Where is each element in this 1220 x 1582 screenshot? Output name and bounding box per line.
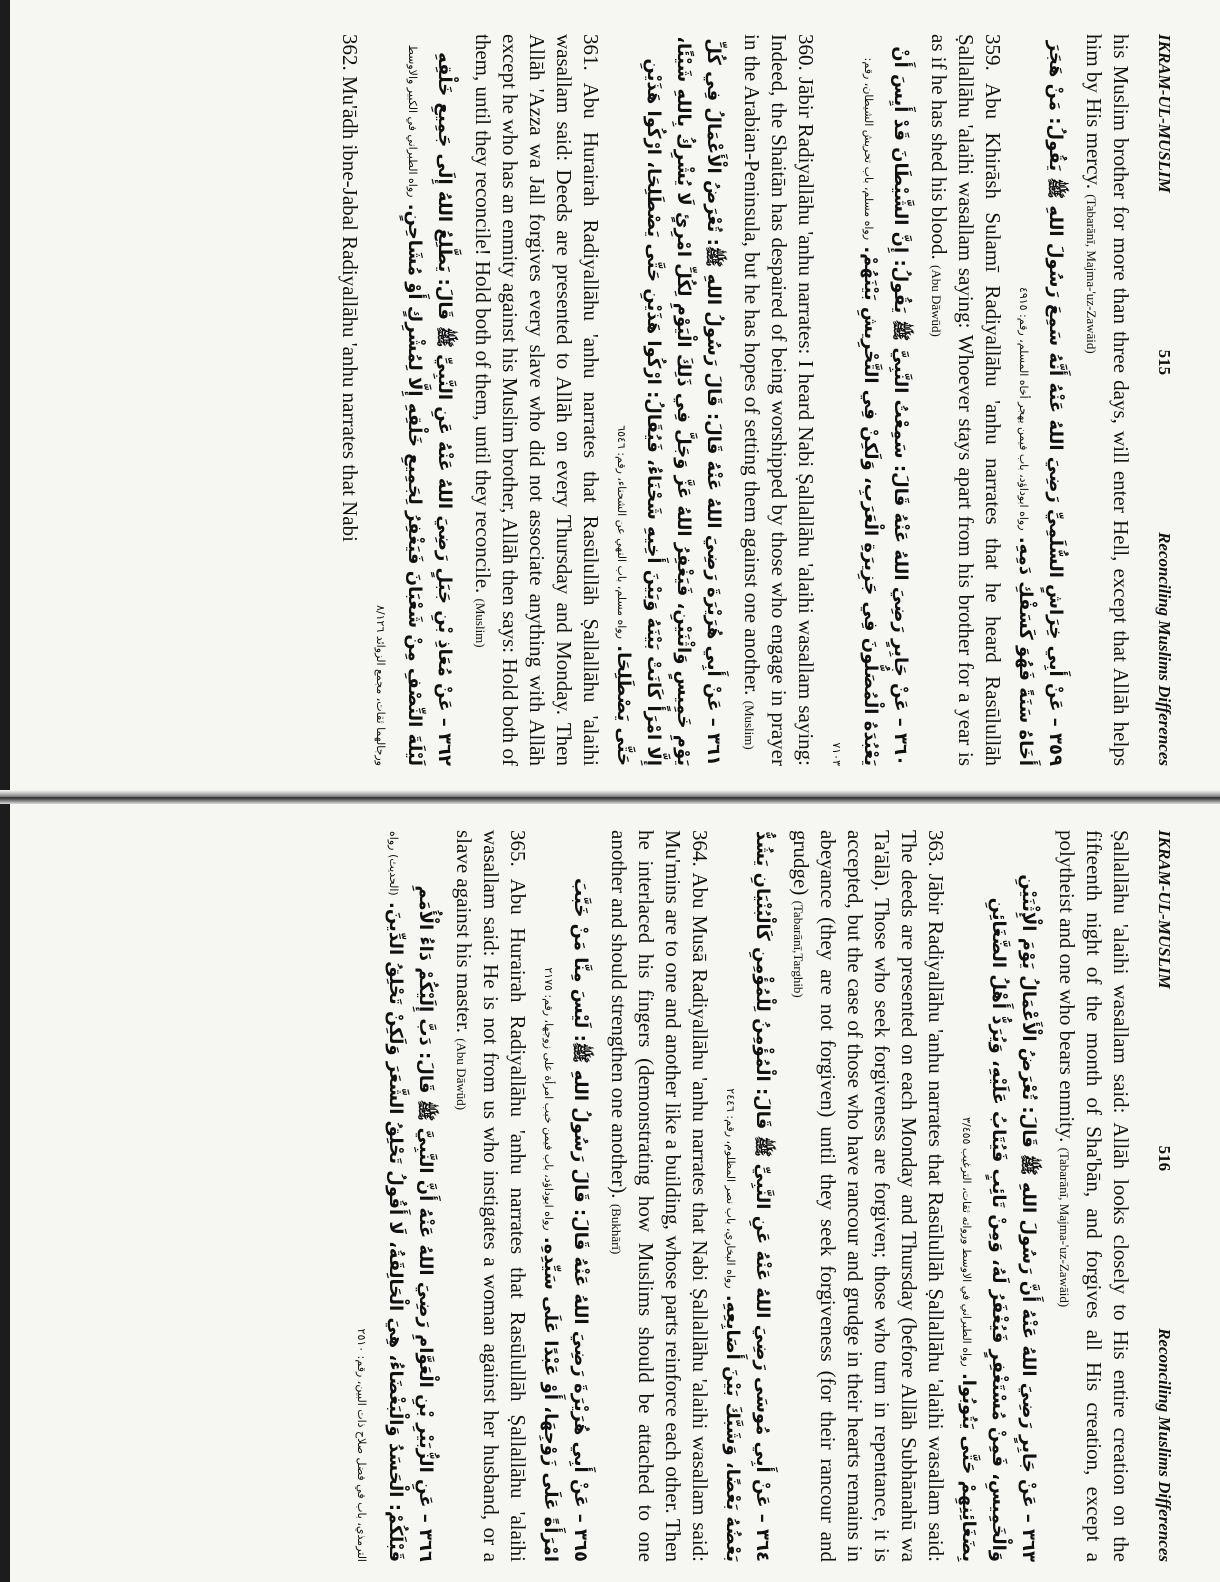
hadith-361-arabic: ٣٦١ – عَنْ أَبِي هُرَيْرَةَ رَضِيَ اللهُ عَنْهُ قَالَ: قَالَ رَسُولُ اللهِ ﷺ: تُعْرَضُ الْأَعْمَالُ فِي كُلِّ يَوْمِ خَمِيسٍ وَاثْنَيْنِ، فَيَغْفِرُ اللهُ عَزَّ وَجَلَّ فِي ذَلِكَ الْيَوْمِ لِكُلِّ امْرِئٍ لَا يُشْرِكُ بِاللهِ شَيْئًا، إِلَّا امْرَأً كَانَتْ بَيْنَهُ وَبَيْنَ أَخِيهِ شَحْنَاءُ، فَيُقَالُ: ارْكُوا هَذَيْنِ حَتَّى يَصْطَلِحَا، ارْكُوا هَذَيْنِ حَتَّى يَصْطَلِحَا. رواه مسلم، باب النهي عن الشحناء، رقم: ٦٥٤٦: [613, 36, 724, 766]
hadith-365-english: 365. Abu Hurairah Radiyallāhu 'anhu narrates that Rasūlullāh Ṣallallāhu 'alaihi wasallam said: He is not from us who instigates a woman against her husband, or a slave against his master. (Abu Dāwūd): [452, 830, 530, 1562]
page-515-column: [40, 30, 1180, 770]
hadith-363-arabic: ٣٦٣ – عَنْ جَابِرٍ رَضِيَ اللهُ عَنْهُ أَنَّ رَسُولَ اللهِ ﷺ قَالَ: تُعْرَضُ الْأَعْمَالُ يَوْمَ الْإِثْنَيْنِ وَالْخَمِيسِ، فَمِنْ مُسْتَغْفِرٍ فَيُغْفَرُ لَهُ، وَمِنْ تَائِبٍ فَيُتَابُ عَلَيْهِ، وَيُرَدُّ أَهْلُ الضَّغَائِنِ بِضَغَائِنِهِمْ حَتَّى يَتُوبُوا. رواه الطبراني في الاوسط ورواته ثقات، الترغيب ٣/٤٥٥: [958, 874, 1039, 1562]
hadith-citation: (Abu Dāwūd): [929, 264, 944, 337]
hadith-360-arabic: ٣٦٠ – عَنْ جَابِرٍ رَضِيَ اللهُ عَنْهُ قَالَ: سَمِعْتُ النَّبِيَّ ﷺ يَقُولُ: إِنَّ الشَّيْطَانَ قَدْ أَيِسَ أَنْ يَعْبُدَهُ الْمُصَلُّونَ فِي جَزِيرَةِ الْعَرَبِ، وَلَكِنْ فِي التَّحْرِيشِ بَيْنَهُمْ. رواه مسلم، باب تحريش الشيطان، رقم: ٧١٠٣: [830, 46, 911, 766]
arabic-source: رواه الطبراني في الاوسط ورواته ثقات، الترغيب ٣/٤٥٥: [960, 1117, 973, 1367]
hadith-citation: (Tabarānī, Majma-'uz-Zawāid): [1057, 1147, 1072, 1308]
book-title: IKRAM-UL-MUSLIM: [1155, 34, 1174, 193]
page-number: 515: [1155, 349, 1174, 376]
hadith-364-arabic: ٣٦٤ – عَنْ أَبِي مُوسَى رَضِيَ اللهُ عَنْهُ عَنِ النَّبِيِّ ﷺ قَالَ: الْمُؤْمِنُ لِلْمُؤْمِنِ كَالْبُنْيَانِ يَشُدُّ بَعْضُهُ بَعْضًا، وَشَبَّكَ بَيْنَ أَصَابِعِهِ. رواه البخاري، باب نصر المظلوم، رقم: ٢٤٤٦: [722, 830, 773, 1562]
hadith-359-arabic: ٣٥٩ – عَنْ أَبِي خِرَاشٍ السُّلَمِيِّ رَضِيَ اللهُ عَنْهُ أَنَّهُ سَمِعَ رَسُولَ اللهِ ﷺ يَقُولُ: مَنْ هَجَرَ أَخَاهُ سَنَةً فَهُوَ كَسَفْكِ دَمِهِ. رواه ابوداؤد، باب فيمن يهجر أخاه المسلم، رقم: ٤٩١٥: [1015, 40, 1066, 766]
hadith-359-english: 359. Abu Khirāsh Sulamī Radiyallāhu 'anhu narrates that he heard Rasūlullāh Ṣallallāhu 'alaihi wasallam saying: Whoever stays apart from his brother for a year is as if he has shed his blood. (Abu Dāwūd): [927, 34, 1005, 766]
hadith-citation: (Muslim): [742, 700, 757, 750]
running-header: [1154, 830, 1174, 1562]
hadith-360-english: 360. Jābir Radiyallāhu 'anhu narrates: I heard Nabi Ṣallallāhu 'alaihi wasallam saying: Indeed, the Shaitān has despaired of being worshipped by those who engage in prayer in the Arabian-Peninsula, but he has hopes of setting them against one another. (Muslim): [740, 34, 818, 766]
arabic-source: رواه ابوداؤد، باب فيمن يهجر أخاه المسلم، رقم: ٤٩١٥: [1017, 286, 1030, 531]
hadith-continuation: his Muslim brother for more than three days, will enter Hell, except that Allāh helps him by His mercy. (Tabarānī, Majma-'uz-Zawāid): [1082, 34, 1133, 766]
chapter-title: Reconciling Muslims Differences: [1155, 1328, 1174, 1562]
arabic-source: رواه ابوداؤد، باب فيمن خبب امرأة على زوجها، رقم: ٢١٧٥: [542, 967, 555, 1231]
hadith-citation: (Abu Dāwūd): [454, 1038, 469, 1111]
running-header: [1154, 34, 1174, 766]
hadith-365-arabic: ٣٦٥ – عَنْ أَبِي هُرَيْرَةَ رَضِيَ اللهُ عَنْهُ قَالَ: قَالَ رَسُولُ اللهِ ﷺ: لَيْسَ مِنَّا مَنْ خَبَّبَ امْرَأَةً عَلَى زَوْجِهَا، أَوْ عَبْدًا عَلَى سَيِّدِهِ. رواه ابوداؤد، باب فيمن خبب امرأة على زوجها، رقم: ٢١٧٥: [540, 878, 591, 1562]
hadith-366-arabic: ٣٦٦ – عَنِ الزُّبَيْرِ بْنِ الْعَوَّامِ رَضِيَ اللهُ عَنْهُ أَنَّ النَّبِيَّ ﷺ قَالَ: دَبَّ إِلَيْكُمْ دَاءُ الْأُمَمِ قَبْلَكُمْ: الْحَسَدُ وَالْبَغْضَاءُ، هِيَ الْحَالِقَةُ، لَا أَقُولُ تَحْلِقُ الشَّعَرَ وَلَكِنْ تَحْلِقُ الدِّينَ. (الحديث) رواه الترمذي، باب في فضل صلاح ذات البين، رقم: ٢٥١٠: [355, 831, 436, 1562]
hadith-364-english: 364. Abu Musā Radiyallāhu 'anhu narrates that Nabi Ṣallallāhu 'alaihi wasallam said: Mu'mins are to one and another like a building, whose parts reinforce each other. Then he interlaced his fingers (demonstrating how Muslims should be attached to one another and should strengthen one another). (Bukhārī): [607, 830, 712, 1562]
hadith-362-arabic: ٣٦٢ – عَنْ مُعَاذِ بْنِ جَبَلٍ رَضِيَ اللهُ عَنْهُ عَنِ النَّبِيِّ ﷺ قَالَ: يَطَّلِعُ اللهُ إِلَى جَمِيعِ خَلْقِهِ لَيْلَةَ النِّصْفِ مِنْ شَعْبَانَ فَيَغْفِرُ لِجَمِيعِ خَلْقِهِ إِلَّا لِمُشْرِكٍ أَوْ مُشَاحِنٍ. رواه الطبراني في الكبير والاوسط ورجالهما ثقات، مجمع الزوائد ٨/١٢٦: [374, 44, 455, 766]
arabic-source: رواه مسلم، باب النهي عن الشحناء، رقم: ٦٥٤٦: [615, 425, 628, 639]
arabic-source: (الحديث) رواه الترمذي، باب في فضل صلاح ذات البين، رقم: ٢٥١٠: [355, 831, 400, 1562]
arabic-source: رواه البخاري، باب نصر المظلوم، رقم: ٢٤٤٦: [724, 1088, 737, 1289]
hadith-citation: (Tabarānī, Majma-'uz-Zawāid): [1084, 194, 1099, 354]
arabic-source: رواه الطبراني في الكبير والاوسط ورجالهما ثقات، مجمع الزوائد ٨/١٢٦: [374, 44, 419, 766]
hadith-362-english: 362. Mu'ādh ibne-Jabal Radiyallāhu 'anhu narrates that Nabi: [338, 34, 362, 542]
hadith-continuation: Ṣallallāhu 'alaihi wasallam said: Allāh looks closely to His entire creation on the fifteenth night of the month of Sha'bān, and forgives all His creation, except a polytheist and one who bears enmity. (Tabarānī, Majma-'uz-Zawāid): [1055, 830, 1133, 1562]
hadith-361-english: 361. Abu Hurairah Radiyallāhu 'anhu narrates that Rasūlullāh Ṣallallāhu 'alaihi wasallam said: Deeds are presented to Allāh on every Thursday and Monday. Then Allāh 'Azza wa Jall forgives every slave who did not associate anything with Allāh except he who has an enmity against his Muslim brother, Allāh then says: Hold both of them, until they reconcile! Hold both of them, until they reconcile. (Muslim): [471, 34, 603, 766]
page-number: 516: [1155, 1145, 1174, 1172]
page-516-column: [40, 826, 1180, 1566]
page-516: [20, 816, 1200, 1576]
hadith-citation: (Bukhārī): [609, 1203, 624, 1255]
page-515: [20, 20, 1200, 780]
arabic-source: رواه مسلم، باب تحريش الشيطان، رقم: ٧١٠٣: [830, 57, 875, 766]
hadith-citation: (Muslim): [473, 598, 488, 648]
book-title: IKRAM-UL-MUSLIM: [1155, 830, 1174, 989]
page-fold: [0, 790, 1220, 804]
hadith-citation: (Tabarānī,Targhib): [791, 900, 806, 998]
chapter-title: Reconciling Muslims Differences: [1155, 532, 1174, 766]
hadith-363-english: 363. Jābir Radiyallāhu 'anhu narrates that Rasūlullāh Ṣallallāhu 'alaihi wasallam said: The deeds are presented on each Monday and Thursday (before Allāh Subhānahū wa Ta'ālā). Those who seek forgiveness are forgiven; those who turn in repentance, it is accepted, but the case of those who have rancour and grudge in their hearts remains in abeyance (they are not forgiven) until they seek forgiveness (for their rancour and grudge) (Tabarānī,Targhib): [789, 830, 948, 1562]
